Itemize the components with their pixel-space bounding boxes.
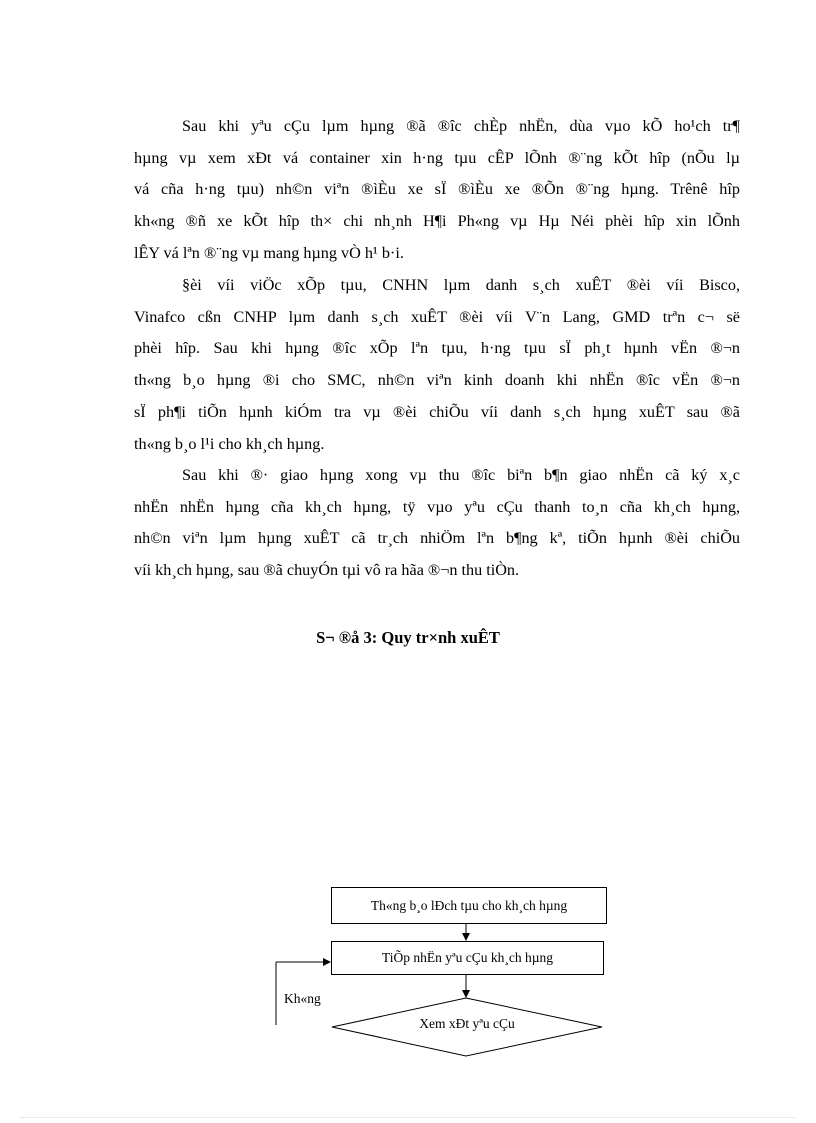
paragraph-line: kh«ng ®ñ xe kÕt hîp th× chi nh¸nh H¶i Ph«ng vµ Hµ Néi phèi hîp xin lÕnh bbox=[134, 212, 740, 231]
paragraph-line: Sau khi ®· giao hµng xong vµ thu ®îc biªn b¶n giao nhËn cã ký x¸c bbox=[182, 466, 740, 484]
paragraph-line: hµng vµ xem xÐt vá container xin h·ng tµu cÊP lÕnh ®¨ng kÕt hîp (nÕu lµ bbox=[134, 148, 740, 167]
diagram-heading: S¬ ®å 3: Quy tr×nh xuÊT bbox=[316, 628, 500, 647]
flow-step-receive-request bbox=[331, 941, 604, 975]
paragraph-line: th«ng b¸o l¹i cho kh¸ch hµng. bbox=[134, 434, 325, 453]
page-bottom-divider bbox=[20, 1117, 796, 1118]
flow-step-label: TiÕp nhËn yªu cÇu kh¸ch hµng bbox=[381, 950, 554, 965]
paragraph-line: sÏ ph¶i tiÕn hµnh kiÓm tra vµ ®èi chiÕu víi danh s¸ch hµng xuÊT sau ®ã bbox=[134, 402, 740, 421]
paragraph-line: lÊY vá lªn ®¨ng vµ mang hµng vÒ h¹ b·i. bbox=[134, 243, 404, 262]
paragraph-line: víi kh¸ch hµng, sau ®ã chuyÓn tµi vô ra hãa ®¬n thu tiÒn. bbox=[134, 561, 520, 580]
flow-step-label: Th«ng b¸o lÐch tµu cho kh¸ch hµng bbox=[370, 897, 568, 913]
paragraph-line: Sau khi yªu cÇu lµm hµng ®ã ®îc chÈp nhËn, dùa vµo kÕ ho¹ch tr¶ bbox=[182, 117, 740, 135]
paragraph-line: Vinafco cßn CNHP lµm danh s¸ch xuÊT ®èi víi V¨n Lang, GMD trªn c¬ së bbox=[134, 307, 740, 326]
paragraph-line: phèi hîp. Sau khi hµng ®îc xÕp lªn tµu, h·ng tµu sÏ ph¸t hµnh vËn ®¬n bbox=[134, 339, 740, 358]
paragraph-line: nhËn nhËn hµng cña kh¸ch hµng, tÿ vµo yªu cÇu thanh to¸n cña kh¸ch hµng, bbox=[134, 497, 740, 516]
decision-label: Xem xÐt yªu cÇu bbox=[419, 1016, 515, 1031]
flow-step-notify-schedule bbox=[331, 887, 607, 924]
no-branch-label: Kh«ng bbox=[284, 991, 321, 1006]
paragraph-line: th«ng b¸o hµng ®i cho SMC, nh©n viªn kinh doanh khi nhËn ®îc vËn ®¬n bbox=[134, 371, 740, 390]
paragraph-line: vá cña h·ng tµu) nh©n viªn ®ìÈu xe sÏ ®ìÈu xe ®Õn ®¨ng hµng. Trênê hîp bbox=[134, 180, 740, 199]
paragraph-line: nh©n viªn lµm hµng xuÊT cã tr¸ch nhiÖm lªn b¶ng kª, tiÕn hµnh ®èi chiÕu bbox=[134, 529, 740, 548]
paragraph-line: §èi víi viÖc xÕp tµu, CNHN lµm danh s¸ch xuÊT ®èi víi Bisco, bbox=[182, 276, 740, 294]
